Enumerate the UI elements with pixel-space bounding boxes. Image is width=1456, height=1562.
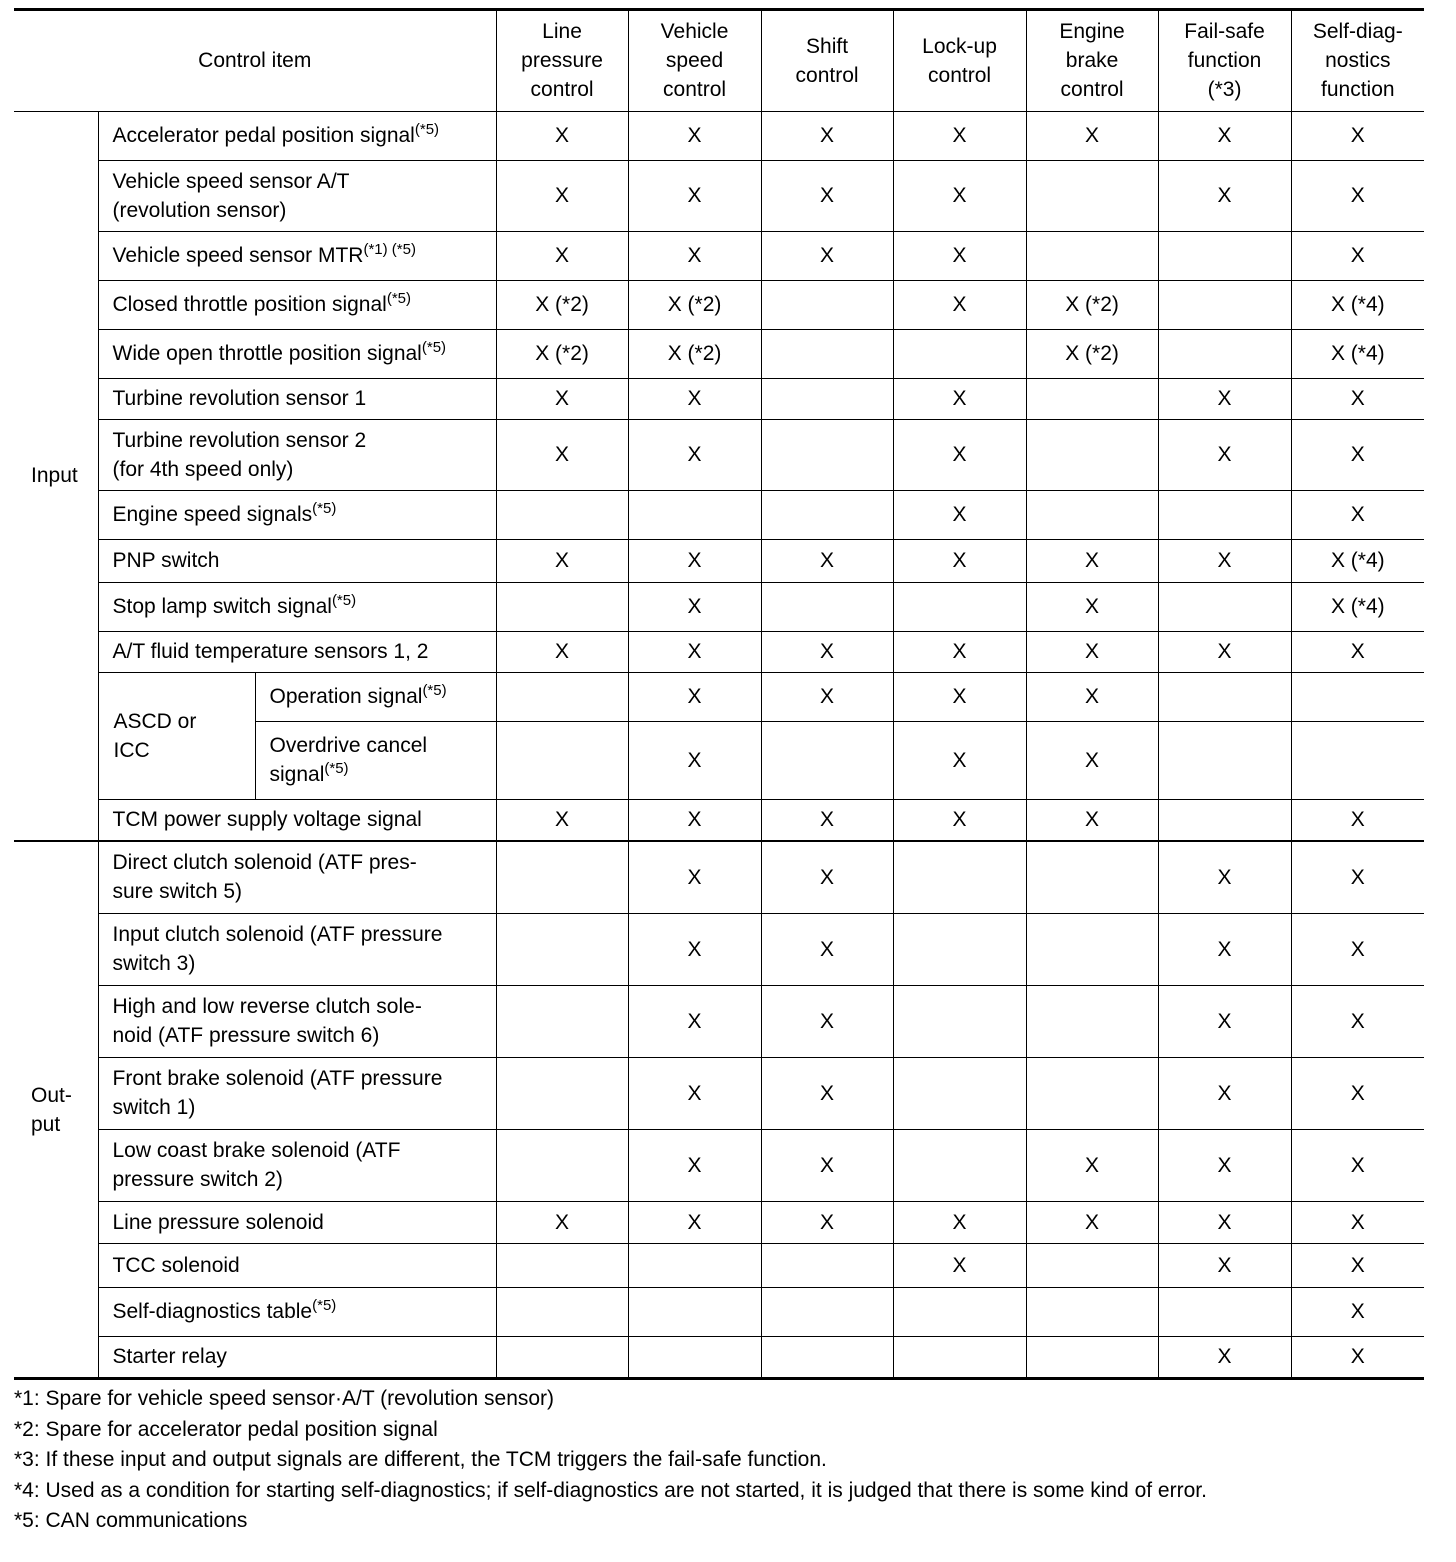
mark-cell: X: [1158, 1129, 1291, 1201]
ascd-icc-group: [98, 672, 255, 799]
footnote: *1: Spare for vehicle speed sensor·A/T (revolution sensor): [14, 1387, 555, 1410]
label-line: function: [1321, 78, 1395, 102]
mark-cell: [1026, 378, 1158, 419]
label-line: Stop lamp switch signal: [112, 595, 332, 618]
mark-cell: X: [761, 799, 893, 841]
label-line: Engine speed signals: [112, 503, 313, 526]
mark-cell: X: [1026, 1129, 1158, 1201]
table-row: [14, 160, 1424, 231]
table-row: [14, 799, 1424, 841]
mark-cell: X (*2): [1026, 280, 1158, 329]
label-line: Vehicle speed sensor A/T: [112, 169, 350, 193]
mark-cell: [893, 1057, 1026, 1129]
mark-cell: [893, 1287, 1026, 1336]
mark-cell: X: [1291, 1287, 1424, 1336]
control-item-header: Control item: [198, 49, 312, 73]
mark-cell: X: [628, 841, 761, 913]
label-line: brake: [1065, 49, 1119, 73]
control-item-label: [98, 1243, 496, 1287]
mark-cell: X: [1158, 539, 1291, 582]
table-row: [14, 231, 1424, 280]
label-line: Line pressure solenoid: [112, 1210, 324, 1234]
table-row: [14, 111, 1424, 160]
mark-cell: X: [496, 231, 628, 280]
mark-cell: [496, 1336, 628, 1377]
mark-cell: X: [1291, 1057, 1424, 1129]
mark-cell: X: [1291, 1336, 1424, 1377]
mark-cell: [496, 721, 628, 799]
mark-cell: X: [496, 1201, 628, 1243]
mark-cell: X (*4): [1291, 582, 1424, 631]
mark-cell: [628, 490, 761, 539]
label-line: control: [928, 63, 992, 87]
control-item-label: [98, 799, 496, 841]
mark-cell: X: [628, 721, 761, 799]
mark-cell: X: [628, 913, 761, 985]
mark-cell: X: [628, 799, 761, 841]
mark-cell: [761, 329, 893, 378]
section-output: [14, 841, 98, 1377]
control-item-label: [98, 231, 496, 280]
control-item-label: [98, 539, 496, 582]
table-row: [14, 490, 1424, 539]
control-item-label: [98, 1057, 496, 1129]
header-row: [14, 11, 1424, 111]
table-frame: [14, 8, 1424, 1380]
mark-cell: [1158, 582, 1291, 631]
mark-cell: [893, 1129, 1026, 1201]
label-line: A/T fluid temperature sensors 1, 2: [112, 640, 429, 663]
mark-cell: X: [1291, 231, 1424, 280]
mark-cell: X: [761, 841, 893, 913]
label-line: (*3): [1207, 78, 1242, 102]
mark-cell: X: [496, 111, 628, 160]
mark-cell: [1026, 160, 1158, 231]
mark-cell: X: [1291, 160, 1424, 231]
mark-cell: [496, 841, 628, 913]
mark-cell: X: [628, 631, 761, 672]
mark-cell: [1026, 913, 1158, 985]
mark-cell: [1026, 1287, 1158, 1336]
label-line: ASCD or: [113, 709, 197, 733]
mark-cell: [1026, 1243, 1158, 1287]
mark-cell: [761, 280, 893, 329]
mark-cell: [1026, 841, 1158, 913]
mark-cell: X: [496, 631, 628, 672]
footnote-reference: (*5): [386, 290, 411, 307]
table-row: [14, 672, 1424, 721]
mark-cell: X: [761, 672, 893, 721]
table-row: [14, 419, 1424, 490]
label-line: Engine: [1059, 20, 1125, 44]
table-row: [14, 329, 1424, 378]
table-row: [14, 378, 1424, 419]
label-line: signal: [269, 763, 325, 786]
control-item-label: [98, 160, 496, 231]
table-row: [14, 985, 1424, 1057]
control-item-label: [98, 985, 496, 1057]
mark-cell: X: [893, 539, 1026, 582]
mark-cell: [1026, 231, 1158, 280]
label-line: Self-diagnostics table: [112, 1300, 313, 1323]
footnote: *5: CAN communications: [14, 1509, 248, 1532]
mark-cell: X (*4): [1291, 539, 1424, 582]
mark-cell: X (*2): [628, 280, 761, 329]
mark-cell: X: [1158, 985, 1291, 1057]
mark-cell: [761, 490, 893, 539]
mark-cell: X: [1158, 1057, 1291, 1129]
table-row: [14, 913, 1424, 985]
label-line: switch 1): [112, 1096, 196, 1119]
label-line: Vehicle speed sensor MTR: [112, 244, 364, 267]
mark-cell: X: [628, 1057, 761, 1129]
mark-cell: [496, 582, 628, 631]
mark-cell: X: [1291, 631, 1424, 672]
mark-cell: X: [1291, 490, 1424, 539]
mark-cell: [761, 378, 893, 419]
mark-cell: X: [893, 378, 1026, 419]
footnote-reference: (*5): [312, 1297, 337, 1314]
mark-cell: X: [628, 111, 761, 160]
mark-cell: X: [1291, 1129, 1424, 1201]
label-line: Out-: [31, 1083, 72, 1107]
control-item-label: [98, 913, 496, 985]
label-line: Fail-safe: [1184, 20, 1265, 44]
document: [14, 8, 1424, 1537]
mark-cell: X (*2): [496, 280, 628, 329]
control-item-label: [255, 672, 496, 721]
mark-cell: X: [761, 985, 893, 1057]
footnote-reference: (*5): [331, 592, 357, 609]
mark-cell: X: [1291, 913, 1424, 985]
mark-cell: X: [761, 631, 893, 672]
table-row: [14, 539, 1424, 582]
control-item-label: [98, 378, 496, 419]
mark-cell: [761, 1243, 893, 1287]
mark-cell: X: [1158, 1336, 1291, 1377]
table-row: [14, 1129, 1424, 1201]
mark-cell: X: [1158, 111, 1291, 160]
table-row: [14, 1287, 1424, 1336]
label-line: Line: [542, 20, 582, 44]
footnote: *3: If these input and output signals are different, the TCM triggers the fail-safe function.: [14, 1448, 827, 1471]
mark-cell: [893, 582, 1026, 631]
mark-cell: X (*4): [1291, 329, 1424, 378]
mark-cell: X: [893, 1243, 1026, 1287]
mark-cell: X: [761, 539, 893, 582]
label-line: (for 4th speed only): [112, 457, 294, 481]
mark-cell: [496, 672, 628, 721]
section-input: Input: [14, 111, 98, 841]
label-line: Overdrive cancel: [269, 734, 428, 757]
mark-cell: X: [893, 111, 1026, 160]
mark-cell: X: [761, 1057, 893, 1129]
control-item-label: [98, 280, 496, 329]
mark-cell: X: [496, 799, 628, 841]
label-line: speed: [665, 49, 724, 73]
mark-cell: [893, 1336, 1026, 1377]
mark-cell: X: [628, 582, 761, 631]
table-row: [14, 631, 1424, 672]
mark-cell: [1291, 721, 1424, 799]
mark-cell: X: [893, 799, 1026, 841]
mark-cell: X: [628, 672, 761, 721]
mark-cell: X: [1158, 378, 1291, 419]
label-line: TCC solenoid: [112, 1253, 240, 1277]
table-row: [14, 1336, 1424, 1377]
label-line: Lock-up: [922, 34, 997, 58]
label-line: (revolution sensor): [112, 198, 287, 222]
mark-cell: [496, 490, 628, 539]
label-line: pressure: [521, 49, 603, 73]
control-item-label: [98, 111, 496, 160]
mark-cell: X: [893, 1201, 1026, 1243]
footnote: *2: Spare for accelerator pedal position signal: [14, 1417, 438, 1441]
label-line: control: [530, 78, 594, 102]
mark-cell: X: [496, 160, 628, 231]
mark-cell: X: [1026, 111, 1158, 160]
footnote-reference: (*5): [421, 339, 447, 356]
column-header: [628, 11, 761, 111]
mark-cell: X: [1158, 419, 1291, 490]
mark-cell: X: [761, 913, 893, 985]
mark-cell: X: [761, 111, 893, 160]
mark-cell: [496, 1057, 628, 1129]
mark-cell: X: [1158, 160, 1291, 231]
control-item-label: [98, 490, 496, 539]
mark-cell: X: [1026, 539, 1158, 582]
mark-cell: X: [1291, 419, 1424, 490]
label-line: switch 3): [112, 952, 196, 975]
mark-cell: [496, 1129, 628, 1201]
mark-cell: X: [628, 231, 761, 280]
label-line: Direct clutch solenoid (ATF pres-: [112, 851, 417, 875]
footnote-reference: (*1) (*5): [363, 241, 416, 258]
mark-cell: [496, 1287, 628, 1336]
mark-cell: [1158, 672, 1291, 721]
mark-cell: X (*4): [1291, 280, 1424, 329]
column-header: [1158, 11, 1291, 111]
mark-cell: X: [1291, 1243, 1424, 1287]
footnote-reference: (*5): [422, 682, 447, 699]
mark-cell: [1158, 490, 1291, 539]
mark-cell: X: [628, 419, 761, 490]
label-line: pressure switch 2): [112, 1168, 283, 1191]
mark-cell: [1026, 1336, 1158, 1377]
label-line: control: [1060, 78, 1124, 102]
column-header: [1026, 11, 1158, 111]
label-line: Shift: [806, 34, 849, 58]
mark-cell: [761, 1336, 893, 1377]
mark-cell: X: [1158, 1201, 1291, 1243]
mark-cell: X: [1026, 672, 1158, 721]
mark-cell: [893, 329, 1026, 378]
mark-cell: [1291, 672, 1424, 721]
table-row: [14, 841, 1424, 913]
control-item-label: [98, 329, 496, 378]
control-item-table: [14, 11, 1424, 1377]
mark-cell: [1158, 799, 1291, 841]
mark-cell: [1158, 1287, 1291, 1336]
column-header: [496, 11, 628, 111]
table-row: [14, 1057, 1424, 1129]
mark-cell: [628, 1243, 761, 1287]
label-line: TCM power supply voltage signal: [112, 808, 422, 832]
label-line: nostics: [1325, 49, 1391, 73]
label-line: Starter relay: [112, 1345, 227, 1369]
table-row: [14, 280, 1424, 329]
mark-cell: [761, 582, 893, 631]
footnotes: [14, 1384, 1424, 1537]
mark-cell: [496, 985, 628, 1057]
label-line: Self-diag-: [1312, 20, 1403, 44]
label-line: noid (ATF pressure switch 6): [112, 1024, 380, 1047]
mark-cell: [1026, 490, 1158, 539]
mark-cell: X: [1026, 1201, 1158, 1243]
mark-cell: X: [1158, 1243, 1291, 1287]
mark-cell: X: [628, 1201, 761, 1243]
mark-cell: X: [628, 1129, 761, 1201]
label-line: Turbine revolution sensor 1: [112, 387, 367, 410]
column-header: [893, 11, 1026, 111]
mark-cell: [1158, 721, 1291, 799]
mark-cell: X: [1291, 378, 1424, 419]
mark-cell: X: [496, 539, 628, 582]
mark-cell: X: [628, 160, 761, 231]
label-line: Input clutch solenoid (ATF pressure: [112, 923, 443, 946]
label-line: function: [1187, 49, 1262, 73]
footnote-reference: (*5): [324, 760, 349, 777]
label-line: Front brake solenoid (ATF pressure: [112, 1067, 443, 1090]
mark-cell: X: [628, 539, 761, 582]
control-item-label: [98, 1201, 496, 1243]
mark-cell: [761, 419, 893, 490]
label-line: control: [663, 78, 727, 102]
mark-cell: X: [893, 490, 1026, 539]
mark-cell: X: [761, 1129, 893, 1201]
mark-cell: X: [1291, 799, 1424, 841]
mark-cell: X: [628, 378, 761, 419]
mark-cell: X: [1026, 582, 1158, 631]
mark-cell: [496, 1243, 628, 1287]
control-item-label: [98, 1129, 496, 1201]
control-item-label: [98, 582, 496, 631]
label-line: PNP switch: [112, 549, 220, 572]
label-line: ICC: [113, 738, 150, 762]
mark-cell: X: [761, 1201, 893, 1243]
control-item-label: [255, 721, 496, 799]
mark-cell: X: [496, 419, 628, 490]
mark-cell: X: [1158, 631, 1291, 672]
mark-cell: [628, 1287, 761, 1336]
label-line: control: [795, 63, 859, 87]
mark-cell: X: [1291, 1201, 1424, 1243]
mark-cell: X: [893, 160, 1026, 231]
label-line: Low coast brake solenoid (ATF: [112, 1139, 401, 1162]
mark-cell: [893, 841, 1026, 913]
mark-cell: X (*2): [628, 329, 761, 378]
mark-cell: X: [761, 160, 893, 231]
control-item-label: [98, 419, 496, 490]
mark-cell: X: [1026, 721, 1158, 799]
mark-cell: X: [893, 721, 1026, 799]
label-line: Closed throttle position signal: [112, 293, 387, 316]
footnote-reference: (*5): [414, 121, 440, 138]
mark-cell: [893, 913, 1026, 985]
control-item-label: [98, 1336, 496, 1377]
label-line: sure switch 5): [112, 880, 243, 904]
mark-cell: [628, 1336, 761, 1377]
mark-cell: X: [1158, 913, 1291, 985]
mark-cell: X: [893, 231, 1026, 280]
footnote: *4: Used as a condition for starting self-diagnostics; if self-diagnostics are not started, it is judged that there is some kind of error.: [14, 1478, 1207, 1502]
table-row: [14, 582, 1424, 631]
mark-cell: [761, 1287, 893, 1336]
column-header: [761, 11, 893, 111]
control-item-label: [98, 631, 496, 672]
column-header: [1291, 11, 1424, 111]
mark-cell: X: [496, 378, 628, 419]
mark-cell: X: [893, 419, 1026, 490]
mark-cell: X: [1291, 841, 1424, 913]
mark-cell: X: [761, 231, 893, 280]
mark-cell: [1158, 280, 1291, 329]
control-item-label: [98, 1287, 496, 1336]
label-line: Turbine revolution sensor 2: [112, 428, 367, 452]
mark-cell: [893, 985, 1026, 1057]
mark-cell: X: [628, 985, 761, 1057]
label-line: Vehicle: [660, 20, 729, 44]
mark-cell: [1026, 1057, 1158, 1129]
table-row: [14, 1243, 1424, 1287]
mark-cell: X: [1026, 631, 1158, 672]
mark-cell: [496, 913, 628, 985]
control-item-label: [98, 841, 496, 913]
mark-cell: [761, 721, 893, 799]
mark-cell: X: [1291, 985, 1424, 1057]
footnote-reference: (*5): [312, 500, 337, 517]
mark-cell: X: [1158, 841, 1291, 913]
mark-cell: X: [1291, 111, 1424, 160]
mark-cell: X: [893, 672, 1026, 721]
table-row: [14, 1201, 1424, 1243]
label-line: Wide open throttle position signal: [112, 342, 422, 365]
mark-cell: X: [1026, 799, 1158, 841]
label-line: Accelerator pedal position signal: [112, 124, 415, 147]
label-line: High and low reverse clutch sole-: [112, 995, 422, 1018]
mark-cell: [1158, 329, 1291, 378]
mark-cell: X (*2): [1026, 329, 1158, 378]
mark-cell: [1158, 231, 1291, 280]
mark-cell: X: [893, 280, 1026, 329]
label-line: Operation signal: [269, 685, 423, 708]
label-line: put: [31, 1112, 61, 1136]
mark-cell: X (*2): [496, 329, 628, 378]
mark-cell: X: [893, 631, 1026, 672]
mark-cell: [1026, 419, 1158, 490]
mark-cell: [1026, 985, 1158, 1057]
